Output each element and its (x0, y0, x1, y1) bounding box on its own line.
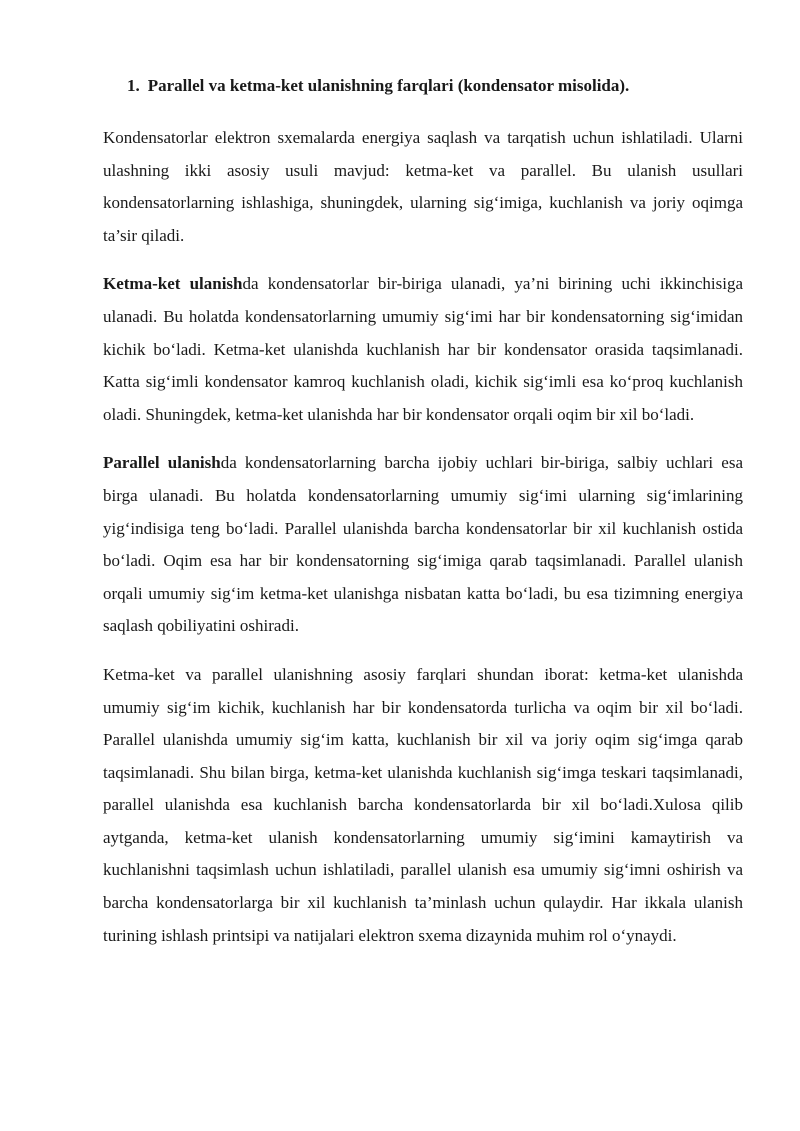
paragraph-lead: Ketma-ket ulanish (103, 274, 243, 294)
section-heading (127, 72, 743, 100)
paragraph-intro (103, 122, 743, 252)
paragraph-text: Ketma-ket va parallel ulanishning asosiy farqlari shundan iborat: ketma-ket ulanishda umumiy sig‘im kichik, kuchlanish har bir kondensatorda turlicha va oqim bir xil bo‘ladi. Parallel ulanishda umumiy sig‘im katta, kuchlanish bir xil va joriy oqim sig‘imga qarab taqsimlanadi. Shu bilan birga, ketma-ket ulanishda kuchlanish sig‘imga teskari taqsimlanadi, parallel ulanishda esa kuchlanish barcha kondensatorlarda bir xil bo‘ladi.Xulosa qilib aytganda, ketma-ket ulanish kondensatorlarning umumiy sig‘imini kamaytirish va kuchlanishni taqsimlash uchun ishlatiladi, parallel ulanish esa umumiy sig‘imni oshirish va barcha kondensatorlarga bir xil kuchlanish ta’minlash uchun qulaydir. Har ikkala ulanish turining ishlash printsipi va natijalari elektron sxema dizaynida muhim rol o‘ynaydi. (103, 664, 743, 945)
paragraph-text: Kondensatorlar elektron sxemalarda energiya saqlash va tarqatish uchun ishlatiladi. Ularni ulashning ikki asosiy usuli mavjud: ketma-ket va parallel. Bu ulanish usullari kondensatorlarning ishlashiga, shuningdek, ularning sig‘imiga, kuchlanish va joriy oqimga ta’sir qiladi. (103, 128, 743, 245)
section-title: Parallel va ketma-ket ulanishning farqlari (kondensator misolida). (147, 76, 630, 95)
paragraph-text: da kondensatorlarning barcha ijobiy uchlari bir-biriga, salbiy uchlari esa birga ulanadi. Bu holatda kondensatorlarning umumiy sig‘imi ularning sig‘imlarining yig‘indisiga teng bo‘ladi. Parallel ulanishda barcha kondensatorlar bir xil kuchlanish ostida bo‘ladi. Oqim esa har bir kondensatorning sig‘imiga qarab taqsimlanadi. Parallel ulanish orqali umumiy sig‘im ketma-ket ulanishga nisbatan katta bo‘ladi, bu esa tizimning energiya saqlash qobiliyatini oshiradi. (103, 453, 744, 636)
paragraph-series-connection (103, 268, 743, 431)
paragraph-text: da kondensatorlar bir-biriga ulanadi, ya’ni birining uchi ikkinchisiga ulanadi. Bu holatda kondensatorlarning umumiy sig‘imi har bir kondensatorning sig‘imidan kichik bo‘ladi. Ketma-ket ulanishda kuchlanish har bir kondensator orasida taqsimlanadi. Katta sig‘imli kondensator kamroq kuchlanish oladi, kichik sig‘imli esa ko‘proq kuchlanish oladi. Shuningdek, ketma-ket ulanishda har bir kondensator orqali oqim bir xil bo‘ladi. (103, 274, 744, 424)
paragraph-parallel-connection (103, 447, 743, 643)
section-number: 1. (127, 76, 140, 95)
document-page (103, 72, 743, 968)
paragraph-lead: Parallel ulanish (103, 453, 221, 473)
paragraph-conclusion (103, 659, 743, 952)
